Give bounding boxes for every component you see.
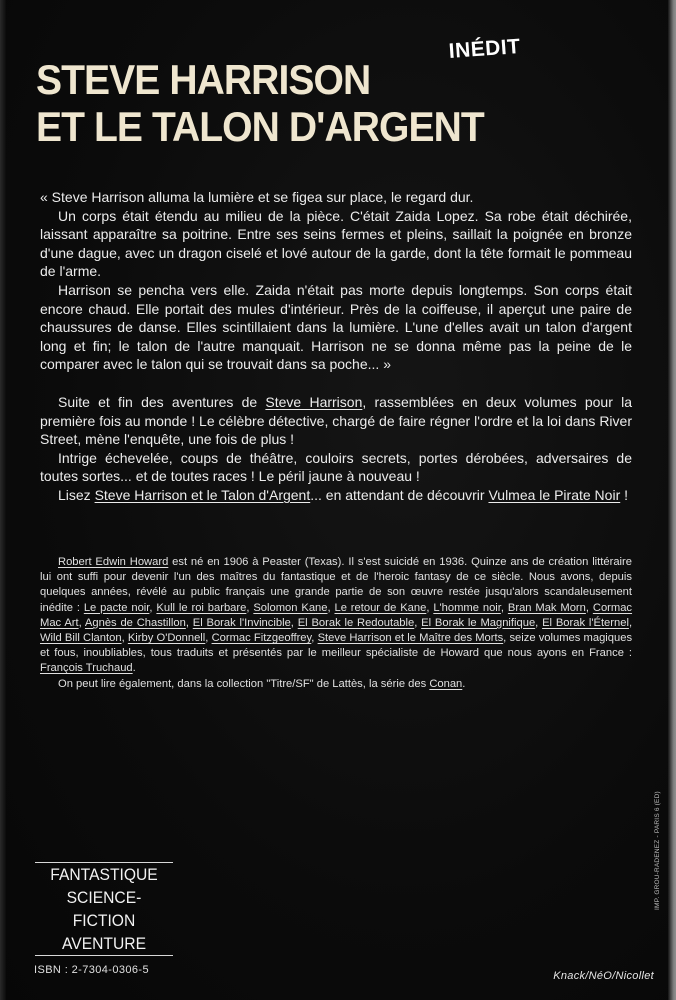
work-title: Kull le roi barbare xyxy=(156,601,247,614)
printer-credit: IMP. GROU-RADENEZ - PARIS 6 (ED) xyxy=(654,791,661,910)
book-title-reference: Steve Harrison et le Talon d'Argent xyxy=(94,486,311,503)
quote-paragraph-3: Harrison se pencha vers elle. Zaida n'était pas morte depuis longtemps. Son corps était encore chaud. Elle portait des mules d'intérieur. Près de la coiffeuse, il aperçut une paire de chaussures de danse. Elles scintillaient dans la lumière. L'une d'elles avait un talon d'argent long et fin; le talon de l'autre manquait. Harrison ne se donna même pas la peine de le comparer avec le talon qui se trouvait dans sa poche... » xyxy=(40,281,632,373)
excerpt-quote xyxy=(40,188,632,374)
synopsis-paragraph-3 xyxy=(40,486,632,505)
next-book-reference: Vulmea le Pirate Noir xyxy=(488,486,621,503)
work-title: Solomon Kane xyxy=(253,601,328,614)
text-span: Lisez xyxy=(58,486,95,503)
genre-aventure: AVENTURE xyxy=(61,934,147,953)
genre-fantastique: FANTASTIQUE xyxy=(50,865,158,884)
author-bio xyxy=(40,555,632,692)
work-title: Agnès de Chastillon xyxy=(84,616,186,629)
text-span: ! xyxy=(620,486,629,503)
genre-block xyxy=(34,862,174,956)
synopsis-paragraph-2: Intrige échevelée, coups de théâtre, couloirs secrets, portes dérobées, adversaires de toutes sortes... et de toutes races ! Le péril jaune à nouveau ! xyxy=(40,449,632,485)
text-span: Suite et fin des aventures de xyxy=(58,394,266,410)
translator-name: François Truchaud xyxy=(40,662,133,675)
author-name: Robert Edwin Howard xyxy=(58,556,169,568)
text-span: est né en 1906 à Peaster (Texas). Il s'est suicidé en 1936. Quinze ans de création littéraire lui ont suffi pour devenir l'un des maîtres du fantastique et de l'heroic fantasy de ce siècle. Nous avons, depuis quelques années, révélé au public français une grande partie de son œuvre restée jusqu'alors scandaleusement inédite : xyxy=(40,556,632,614)
work-title: Cormac Mac Art xyxy=(40,601,633,629)
book-title xyxy=(36,56,520,150)
title-line-2: ET LE TALON D'ARGENT xyxy=(36,103,484,150)
work-title: El Borak le Redoutable xyxy=(297,616,415,629)
text-span: , seize volumes magiques et fous, inoubliables, tous traduits et présentés par le meilleur spécialiste de Howard que nous ayons en France : xyxy=(40,632,633,660)
publisher-name: Knack/NéO/Nicollet xyxy=(553,970,654,982)
right-edge xyxy=(668,0,676,1000)
text-span: On peut lire également, dans la collection "Titre/SF" de Lattès, la série des xyxy=(58,677,430,690)
work-title: Wild Bill Clanton xyxy=(40,632,122,645)
inedit-badge: INÉDIT xyxy=(448,34,522,63)
left-edge xyxy=(0,0,6,1000)
work-title: Le pacte noir xyxy=(83,601,150,614)
quote-paragraph-2: Un corps était étendu au milieu de la pièce. C'était Zaida Lopez. Sa robe était déchirée, laissant apparaître sa poitrine. Entre ses seins fermes et pleins, saillait la poignée en bronze d'une dague, avec un dragon ciselé et lové autour de la garde, dont la tête formait le pommeau de l'arme. xyxy=(40,207,632,280)
work-title: Kirby O'Donnell xyxy=(127,632,206,645)
work-title: El Borak l'Éternel xyxy=(542,616,629,629)
work-title: L'homme noir xyxy=(433,601,501,614)
text-span: ... en attendant de découvrir xyxy=(310,486,489,503)
genre-rule-bottom xyxy=(35,955,173,956)
text-span: , rassemblées en deux volumes pour la première fois au monde ! Le célèbre détective, chargé de faire régner l'ordre et la loi dans River Street, mène l'enquête, une fois de plus ! xyxy=(40,394,633,448)
work-title: El Borak le Magnifique xyxy=(421,616,536,629)
genre-science-fiction: SCIENCE-FICTION xyxy=(66,888,142,930)
bio-paragraph-1: Robert Edwin Howard est né en 1906 à Peaster (Texas). Il s'est suicidé en 1936. Quinze ans de création littéraire lui ont suffi pour devenir l'un des maîtres du fantastique et de l'heroic fantasy de ce siècle. Nous avons, depuis quelques années, révélé au public français une grande partie de son œuvre restée jusqu'alors scandaleusement inédite : Le pacte noir, Kull le roi barbare, Solomon Kane, Le retour de Kane, L'homme noir, Bran Mak Morn, Cormac Mac Art, Agnès de Chastillon, El Borak l'Invincible, El Borak le Redoutable, El Borak le Magnifique, El Borak l'Éternel, Wild Bill Clanton, Kirby O'Donnell, Cormac Fitzgeoffrey, Steve Harrison et le Maître des Morts, seize volumes magiques et fous, inoubliables, tous traduits et présentés par le meilleur spécialiste de Howard que nous ayons en France : François Truchaud. xyxy=(40,556,633,675)
bio-paragraph-2 xyxy=(40,677,632,692)
work-title: Le retour de Kane xyxy=(334,601,427,614)
synopsis xyxy=(40,393,632,505)
series-name: Conan xyxy=(429,677,463,690)
text-span: . xyxy=(462,677,466,690)
isbn: ISBN : 2-7304-0306-5 xyxy=(34,964,150,976)
title-line-1: STEVE HARRISON xyxy=(36,56,371,103)
synopsis-paragraph-1 xyxy=(40,393,632,449)
work-title: Bran Mak Morn xyxy=(507,601,586,614)
work-title: Steve Harrison et le Maître des Morts xyxy=(317,632,504,645)
hero-name: Steve Harrison xyxy=(265,394,363,410)
work-title: Cormac Fitzgeoffrey xyxy=(211,632,312,645)
work-title: El Borak l'Invincible xyxy=(192,616,291,629)
quote-paragraph-1: « Steve Harrison alluma la lumière et se figea sur place, le regard dur. xyxy=(40,189,474,205)
text-span: . xyxy=(132,662,136,675)
